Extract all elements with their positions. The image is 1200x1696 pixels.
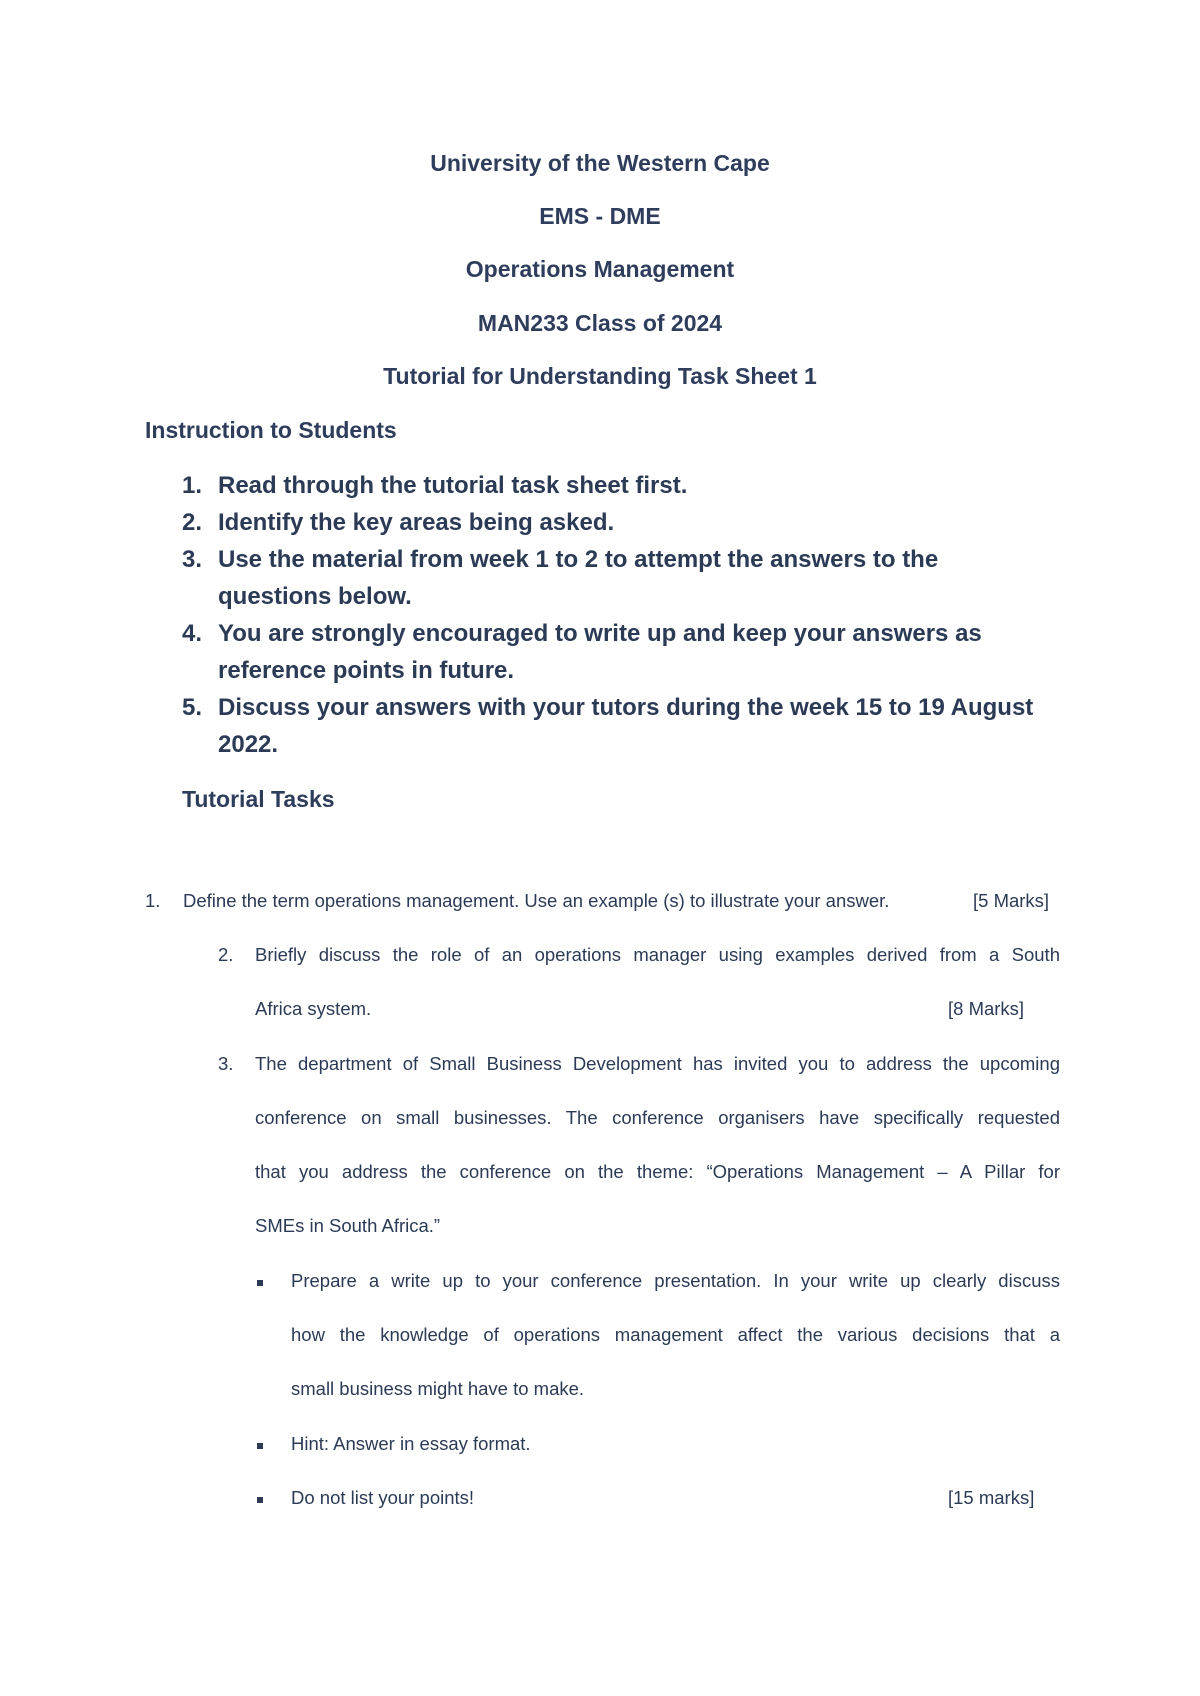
instruction-text: reference points in future. — [218, 657, 515, 684]
task-number: 1. — [145, 890, 161, 911]
task-number: 3. — [218, 1053, 234, 1074]
tutorial-title: Tutorial for Understanding Task Sheet 1 — [383, 363, 817, 389]
task-text: Africa system. — [255, 998, 372, 1019]
instruction-text: Use the material from week 1 to 2 to attempt the answers to the — [218, 546, 939, 573]
bullet-text: Do not list your points! — [291, 1487, 475, 1508]
instruction-text: 2022. — [218, 731, 279, 758]
bullet-icon — [257, 1497, 263, 1503]
bullet-icon — [257, 1443, 263, 1449]
instruction-item — [182, 615, 1062, 689]
bullet-text: Hint: Answer in essay format. — [291, 1433, 531, 1454]
task-marks: [8 Marks] — [948, 998, 1025, 1019]
task-text: that you address the conference on the theme: “Operations Management – A Pillar for — [255, 1161, 1060, 1182]
instruction-number: 2. — [182, 509, 203, 536]
bullet-text: Prepare a write up to your conference presentation. In your write up clearly discuss — [291, 1270, 1060, 1291]
instruction-number: 5. — [182, 694, 203, 721]
instruction-text: Identify the key areas being asked. — [218, 509, 615, 536]
instruction-item — [182, 504, 1062, 541]
task-text: conference on small businesses. The conference organisers have specifically requested — [255, 1107, 1060, 1128]
instruction-number: 1. — [182, 472, 203, 499]
task-marks: [5 Marks] — [973, 890, 1050, 911]
instruction-number: 3. — [182, 546, 203, 573]
task-marks: [15 marks] — [948, 1487, 1035, 1508]
task-number: 2. — [218, 944, 234, 965]
instruction-text: Read through the tutorial task sheet first. — [218, 472, 688, 499]
instructions-heading: Instruction to Students — [145, 417, 397, 443]
task-text: Briefly discuss the role of an operations manager using examples derived from a South — [255, 944, 1060, 965]
course-title: Operations Management — [465, 256, 735, 282]
bullet-text: small business might have to make. — [291, 1378, 585, 1399]
task-text: Define the term operations management. Use an example (s) to illustrate your answer. — [183, 890, 890, 911]
instruction-item — [182, 689, 1062, 763]
task-text: The department of Small Business Development has invited you to address the upcoming — [255, 1053, 1060, 1074]
instruction-text: questions below. — [218, 583, 412, 610]
tasks-heading: Tutorial Tasks — [182, 786, 335, 812]
instruction-text: You are strongly encouraged to write up and keep your answers as — [218, 620, 982, 647]
instruction-item — [182, 541, 1062, 615]
instruction-text: Discuss your answers with your tutors during the week 15 to 19 August — [218, 694, 1034, 721]
class-title: MAN233 Class of 2024 — [477, 310, 723, 336]
university-title: University of the Western Cape — [430, 150, 770, 176]
department-title: EMS - DME — [539, 203, 661, 229]
instruction-item — [182, 467, 1062, 504]
instruction-number: 4. — [182, 620, 203, 647]
task-text: SMEs in South Africa.” — [255, 1215, 441, 1236]
bullet-text: how the knowledge of operations management affect the various decisions that a — [291, 1324, 1060, 1345]
bullet-icon — [257, 1280, 263, 1286]
